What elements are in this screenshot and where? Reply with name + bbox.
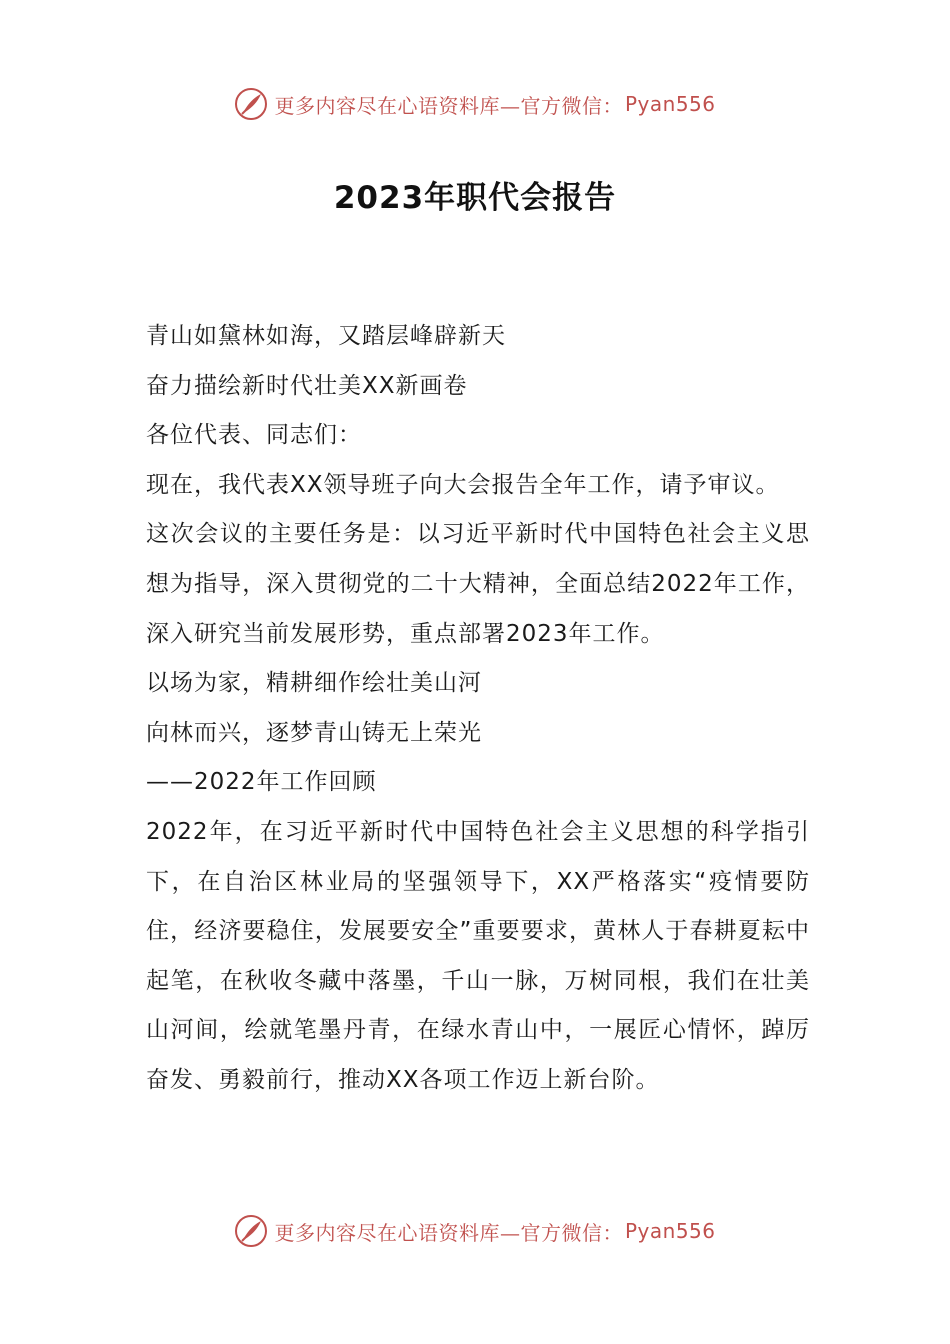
section-heading: ——2022年工作回顾 [146, 769, 377, 796]
document-title: 2023年职代会报告 [333, 180, 617, 216]
header-watermark [0, 84, 950, 124]
watermark-text: 更多内容尽在心语资料库—官方微信： [274, 1220, 623, 1245]
paragraph: 奋力描绘新时代壮美XX新画卷 [146, 372, 468, 399]
paragraph: 这次会议的主要任务是：以习近平新时代中国特色社会主义思想为指导，深入贯彻党的二十大精神，全面总结2022年工作，深入研究当前发展形势，重点部署2023年工作。 [146, 521, 810, 647]
paragraph: 各位代表、同志们： [146, 422, 362, 449]
quill-logo-icon [234, 1214, 268, 1248]
document-body [146, 312, 810, 1106]
footer-watermark [0, 1211, 950, 1251]
paragraph: 向林而兴，逐梦青山铸无上荣光 [146, 719, 482, 746]
watermark-text: 更多内容尽在心语资料库—官方微信： [274, 93, 623, 118]
paragraph: 2022年，在习近平新时代中国特色社会主义思想的科学指引下，在自治区林业局的坚强领导下，XX严格落实“疫情要防住，经济要稳住，发展要安全”重要要求，黄林人于春耕夏耘中起笔，在秋收冬藏中落墨，千山一脉，万树同根，我们在壮美山河间，绘就笔墨丹青，在绿水青山中，一展匠心情怀，踔厉奋发、勇毅前行，推动XX各项工作迈上新台阶。 [146, 818, 810, 1093]
paragraph: 青山如黛林如海，又踏层峰辟新天 [146, 323, 506, 349]
watermark-wechat-id: Pyan556 [624, 92, 716, 116]
quill-logo-icon [234, 87, 268, 121]
paragraph: 以场为家，精耕细作绘壮美山河 [146, 670, 482, 697]
paragraph: 现在，我代表XX领导班子向大会报告全年工作，请予审议。 [146, 471, 780, 498]
watermark-wechat-id: Pyan556 [624, 1219, 716, 1243]
